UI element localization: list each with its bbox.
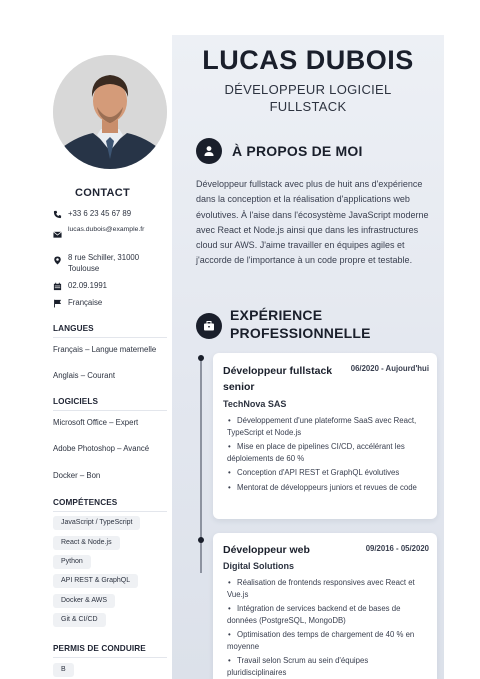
briefcase-icon	[196, 313, 222, 339]
job-bullet: • Travail selon Scrum au sein d'équipes pluridisciplinaires	[227, 655, 429, 678]
job-bullet: • Optimisation des temps de chargement de 40 % en moyenne	[227, 629, 429, 652]
job-bullets	[227, 577, 429, 679]
phone-icon	[53, 210, 62, 219]
main-column	[172, 35, 444, 679]
skills-heading: COMPÉTENCES	[53, 498, 167, 512]
job-bullets	[227, 415, 429, 496]
skill-chip: JavaScript / TypeScript	[53, 516, 140, 530]
candidate-title: DÉVELOPPEUR LOGICIEL FULLSTACK	[224, 82, 392, 114]
about-heading: À PROPOS DE MOI	[232, 143, 363, 159]
user-icon	[196, 138, 222, 164]
license-chip: B	[53, 663, 74, 677]
timeline-dot	[198, 355, 204, 361]
experience-heading: EXPÉRIENCE PROFESSIONNELLE	[230, 307, 371, 341]
software-heading: LOGICIELS	[53, 397, 167, 411]
birthdate-text: 02.09.1991	[68, 281, 108, 290]
job-dates: 09/2016 - 05/2020	[365, 544, 429, 553]
job-bullet: • Réalisation de frontends responsives avec React et Vue.js	[227, 577, 429, 600]
timeline-dot	[198, 537, 204, 543]
languages-heading: LANGUES	[53, 324, 167, 338]
address-text: 8 rue Schiller, 31000 Toulouse	[68, 253, 140, 273]
job-bullet: • Mise en place de pipelines CI/CD, accélérant les déploiements de 60 %	[227, 441, 429, 464]
language-item: Français – Langue maternelle	[53, 345, 157, 354]
job-dates: 06/2020 - Aujourd'hui	[350, 364, 429, 373]
skill-chip: Git & CI/CD	[53, 613, 106, 627]
job-bullet: • Développement d'une plateforme SaaS avec React, TypeScript et Node.js	[227, 415, 429, 438]
language-item: Anglais – Courant	[53, 371, 115, 380]
software-item: Docker – Bon	[53, 471, 101, 480]
contact-birthdate	[53, 281, 107, 291]
job-bullet: • Mentorat de développeurs juniors et revues de code	[227, 482, 429, 494]
job-company: Digital Solutions	[223, 561, 294, 571]
mail-icon	[53, 230, 62, 239]
location-pin-icon	[53, 256, 62, 265]
sidebar	[35, 35, 170, 679]
experience-card	[213, 353, 437, 519]
about-text: Développeur fullstack avec plus de huit ans d'expérience dans la conception et la réalisation d'applications web évolutives. À l'aise dans l'écosystème JavaScript moderne avec React et Node.js ainsi que dans les infrastructures cloud sur AWS. J'aime travailler en équipes agiles et j'accorde de l'importance à un code propre et testable.	[196, 179, 429, 266]
skill-chip: Python	[53, 555, 91, 569]
nationality-text: Française	[68, 298, 103, 307]
contact-nationality	[53, 298, 102, 308]
license-heading: PERMIS DE CONDUIRE	[53, 644, 167, 658]
software-item: Adobe Photoshop – Avancé	[53, 444, 150, 453]
job-bullet: • Intégration de services backend et de bases de données (PostgreSQL, MongoDB)	[227, 603, 429, 626]
contact-heading: CONTACT	[74, 187, 131, 199]
skill-chip: React & Node.js	[53, 536, 120, 550]
phone-text: +33 6 23 45 67 89	[68, 209, 132, 218]
skill-chip: API REST & GraphQL	[53, 574, 138, 588]
contact-phone[interactable]	[53, 209, 131, 219]
job-company: TechNova SAS	[223, 399, 287, 409]
software-item: Microsoft Office – Expert	[53, 418, 139, 427]
profile-photo	[53, 55, 167, 169]
candidate-name: LUCAS DUBOIS	[202, 45, 414, 75]
contact-email[interactable]	[53, 225, 163, 239]
job-title: Développeur fullstack senior	[223, 365, 333, 393]
email-text: lucas.dubois@example.fr	[68, 226, 145, 233]
flag-icon	[53, 299, 62, 308]
calendar-icon	[53, 282, 62, 291]
contact-address	[53, 252, 165, 274]
experience-card	[213, 533, 437, 679]
skill-chip: Docker & AWS	[53, 594, 115, 608]
job-title: Développeur web	[223, 544, 310, 556]
job-bullet: • Conception d'API REST et GraphQL évolutives	[227, 467, 429, 479]
